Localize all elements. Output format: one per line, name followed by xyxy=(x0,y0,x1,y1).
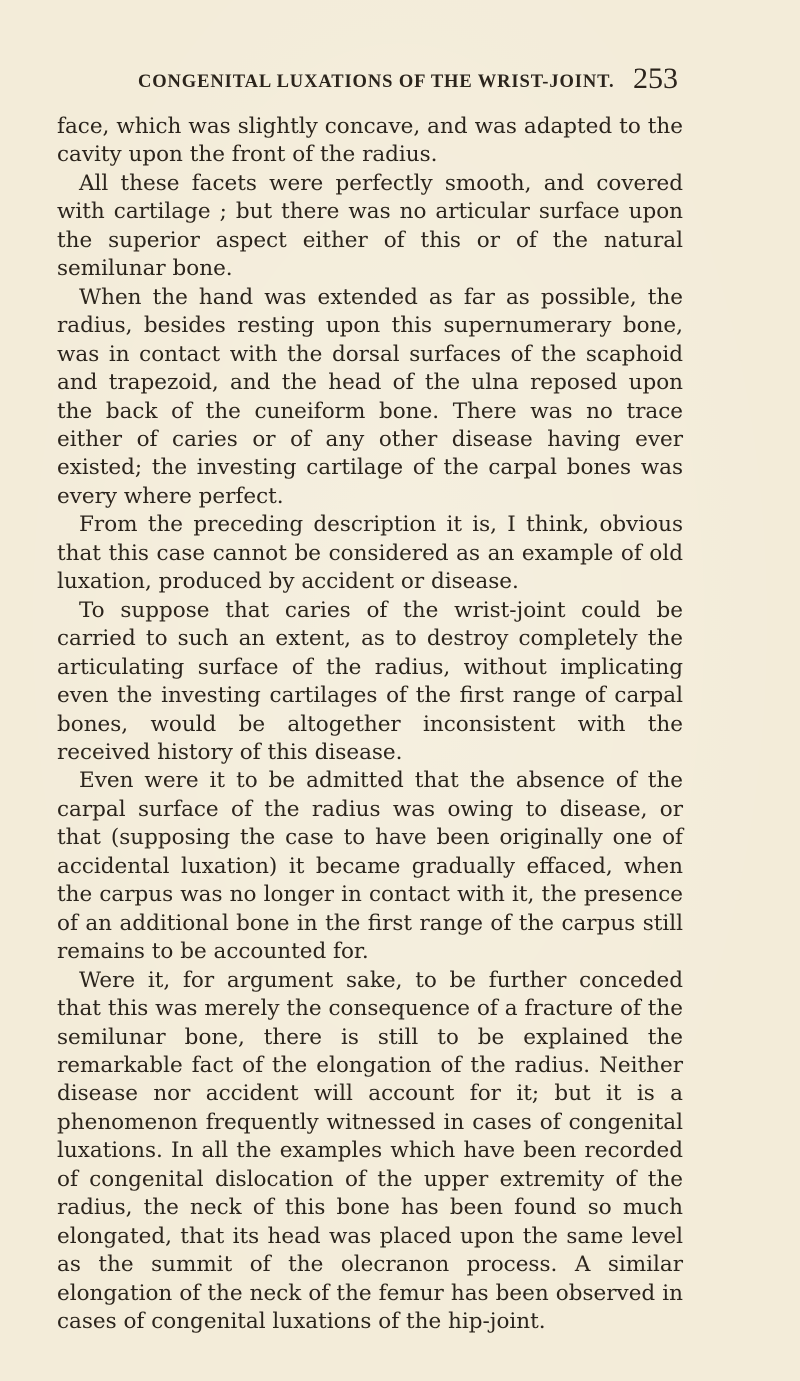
paragraph: To suppose that caries of the wrist-joint could be carried to such an extent, as to destroy completely the articulating surface of the radius, without implicating even the investing cartilages of the first range of carpal bones, would be altogether inconsistent with the received history of this disease. xyxy=(57,597,683,765)
body-text xyxy=(57,113,683,1336)
paragraph: Were it, for argument sake, to be further conceded that this was merely the consequence of a fracture of the semilunar bone, there is still to be explained the remarkable fact of the elongation of the radius. Neither disease nor accident will account for it; but it is a phenomenon frequently witnessed in cases of congenital luxations. In all the examples which have been recorded of congenital dislocation of the upper extremity of the radius, the neck of this bone has been found so much elongated, that its head was placed upon the same level as the summit of the olecranon process. A similar elongation of the neck of the femur has been observed in cases of congenital luxations of the hip-joint. xyxy=(57,967,683,1335)
page-number: 253 xyxy=(633,62,678,95)
paragraph: face, which was slightly concave, and was adapted to the cavity upon the front of the radius. xyxy=(57,114,683,168)
page-header xyxy=(138,62,678,98)
paragraph: All these facets were perfectly smooth, and covered with cartilage ; but there was no articular surface upon the superior aspect either of this or of the natural semilunar bone. xyxy=(57,170,683,282)
paragraph: Even were it to be admitted that the absence of the carpal surface of the radius was owing to disease, or that (supposing the case to have been originally one of accidental luxation) it became gradually effaced, when the carpus was no longer in contact with it, the presence of an additional bone in the first range of the carpus still remains to be accounted for. xyxy=(57,768,683,965)
paragraph: When the hand was extended as far as possible, the radius, besides resting upon this supernumerary bone, was in contact with the dorsal surfaces of the scaphoid and trapezoid, and the head of the ulna reposed upon the back of the cuneiform bone. There was no trace either of caries or of any other disease having ever existed; the investing cartilage of the carpal bones was every where perfect. xyxy=(57,284,683,509)
running-title: CONGENITAL LUXATIONS OF THE WRIST-JOINT. xyxy=(138,72,615,92)
paragraph: From the preceding description it is, I think, obvious that this case cannot be considered as an example of old luxation, produced by accident or disease. xyxy=(57,512,683,595)
